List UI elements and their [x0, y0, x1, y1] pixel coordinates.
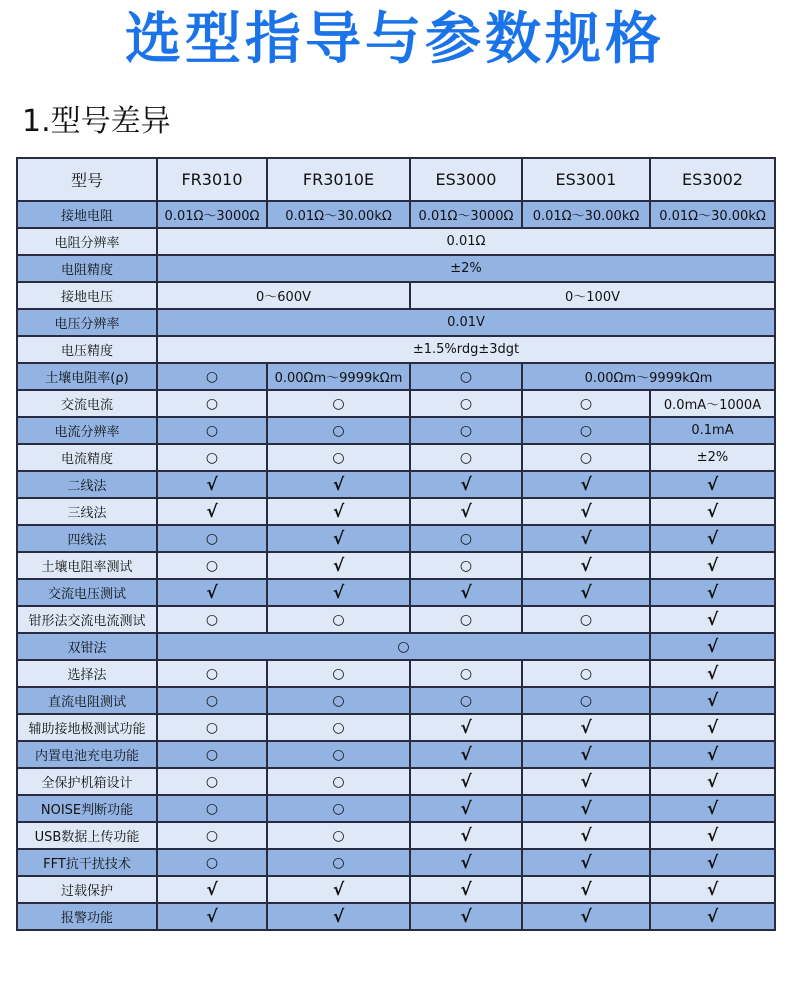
- table-row: [17, 579, 775, 606]
- table-cell: √: [157, 498, 267, 525]
- table-cell: ○: [522, 444, 650, 471]
- table-cell: ○: [410, 687, 522, 714]
- table-row: [17, 795, 775, 822]
- table-cell: √: [157, 579, 267, 606]
- table-cell: √: [650, 876, 775, 903]
- table-cell: 0.00Ωm～9999kΩm: [522, 363, 775, 390]
- table-cell: ○: [522, 660, 650, 687]
- table-cell: ○: [157, 687, 267, 714]
- table-cell: 0.1mA: [650, 417, 775, 444]
- row-label: 过载保护: [17, 876, 157, 903]
- table-row: [17, 255, 775, 282]
- table-cell: √: [650, 822, 775, 849]
- table-cell: √: [522, 471, 650, 498]
- table-cell: ○: [157, 849, 267, 876]
- table-cell: ○: [522, 687, 650, 714]
- table-cell: ○: [267, 390, 410, 417]
- table-cell: ○: [157, 417, 267, 444]
- table-cell: √: [650, 471, 775, 498]
- row-label: 接地电阻: [17, 201, 157, 228]
- table-cell: √: [522, 903, 650, 930]
- row-label: USB数据上传功能: [17, 822, 157, 849]
- table-cell: ○: [267, 660, 410, 687]
- table-row: [17, 201, 775, 228]
- table-cell: ○: [410, 606, 522, 633]
- table-cell: ○: [157, 552, 267, 579]
- table-cell: √: [522, 768, 650, 795]
- row-label: 内置电池充电功能: [17, 741, 157, 768]
- row-label: 直流电阻测试: [17, 687, 157, 714]
- row-label: FFT抗干扰技术: [17, 849, 157, 876]
- table-cell: √: [410, 471, 522, 498]
- table-cell: √: [157, 471, 267, 498]
- row-label: 报警功能: [17, 903, 157, 930]
- table-row: [17, 633, 775, 660]
- row-label: 三线法: [17, 498, 157, 525]
- table-cell: √: [522, 849, 650, 876]
- table-cell: √: [650, 768, 775, 795]
- table-row: [17, 228, 775, 255]
- table-cell: ○: [157, 741, 267, 768]
- table-cell: √: [522, 741, 650, 768]
- table-cell: 0.01Ω: [157, 228, 775, 255]
- row-label: 土壤电阻率(ρ): [17, 363, 157, 390]
- table-cell: 0.0mA～1000A: [650, 390, 775, 417]
- table-row: [17, 417, 775, 444]
- row-label: 四线法: [17, 525, 157, 552]
- table-cell: √: [267, 552, 410, 579]
- table-row: [17, 687, 775, 714]
- row-label: 电阻分辨率: [17, 228, 157, 255]
- table-cell: √: [410, 498, 522, 525]
- header-cell-es3001: ES3001: [522, 158, 650, 201]
- table-cell: 0.01Ω～30.00kΩ: [522, 201, 650, 228]
- table-cell: ○: [410, 444, 522, 471]
- table-cell: ○: [267, 795, 410, 822]
- table-cell: √: [267, 579, 410, 606]
- table-row: [17, 768, 775, 795]
- table-cell: √: [650, 660, 775, 687]
- row-label: 电流精度: [17, 444, 157, 471]
- table-cell: √: [410, 768, 522, 795]
- table-row: [17, 363, 775, 390]
- table-cell: ±2%: [650, 444, 775, 471]
- row-label: 交流电流: [17, 390, 157, 417]
- table-cell: √: [650, 714, 775, 741]
- table-cell: ○: [267, 417, 410, 444]
- table-cell: ○: [410, 552, 522, 579]
- table-cell: ○: [157, 822, 267, 849]
- table-cell: √: [650, 741, 775, 768]
- table-cell: ○: [410, 417, 522, 444]
- table-cell: ±1.5%rdg±3dgt: [157, 336, 775, 363]
- table-cell: √: [522, 876, 650, 903]
- table-cell: √: [410, 876, 522, 903]
- table-cell: √: [410, 903, 522, 930]
- table-row: [17, 714, 775, 741]
- page-title: 选型指导与参数规格: [125, 7, 665, 72]
- table-cell: √: [267, 876, 410, 903]
- table-cell: √: [410, 579, 522, 606]
- table-cell: √: [410, 741, 522, 768]
- table-cell: √: [650, 849, 775, 876]
- table-row: [17, 525, 775, 552]
- table-row: [17, 471, 775, 498]
- table-cell: √: [157, 903, 267, 930]
- row-label: 选择法: [17, 660, 157, 687]
- table-cell: ○: [267, 741, 410, 768]
- table-cell: ○: [267, 768, 410, 795]
- table-cell: √: [410, 849, 522, 876]
- table-cell: ○: [267, 444, 410, 471]
- table-cell: √: [522, 579, 650, 606]
- table-row: [17, 336, 775, 363]
- table-row: [17, 903, 775, 930]
- table-row: [17, 849, 775, 876]
- table-cell: 0.01Ω～3000Ω: [157, 201, 267, 228]
- table-row: [17, 552, 775, 579]
- table-cell: √: [410, 714, 522, 741]
- row-label: 电阻精度: [17, 255, 157, 282]
- table-row: [17, 390, 775, 417]
- table-header-row: [17, 158, 775, 201]
- row-label: 电压分辨率: [17, 309, 157, 336]
- section-title: 1.型号差异: [22, 104, 171, 139]
- table-cell: √: [267, 471, 410, 498]
- table-cell: √: [522, 498, 650, 525]
- table-cell: ○: [410, 660, 522, 687]
- table-cell: ○: [267, 687, 410, 714]
- table-cell: √: [650, 795, 775, 822]
- header-cell-es3002: ES3002: [650, 158, 775, 201]
- table-cell: √: [522, 552, 650, 579]
- table-cell: √: [267, 903, 410, 930]
- row-label: 辅助接地极测试功能: [17, 714, 157, 741]
- table-cell: 0.00Ωm～9999kΩm: [267, 363, 410, 390]
- table-cell: ○: [410, 363, 522, 390]
- table-row: [17, 741, 775, 768]
- model-comparison-table: [16, 157, 776, 931]
- table-cell: ○: [157, 714, 267, 741]
- row-label: 土壤电阻率测试: [17, 552, 157, 579]
- table-cell: 0～100V: [410, 282, 775, 309]
- table-row: [17, 822, 775, 849]
- table-row: [17, 444, 775, 471]
- table-cell: √: [650, 525, 775, 552]
- table-cell: 0.01Ω～30.00kΩ: [267, 201, 410, 228]
- table-cell: ○: [267, 714, 410, 741]
- table-cell: √: [157, 876, 267, 903]
- table-cell: √: [650, 552, 775, 579]
- table-cell: ○: [157, 525, 267, 552]
- row-label: NOISE判断功能: [17, 795, 157, 822]
- table-cell: √: [650, 903, 775, 930]
- row-label: 交流电压测试: [17, 579, 157, 606]
- table-cell: ○: [157, 768, 267, 795]
- table-cell: ○: [157, 390, 267, 417]
- table-cell: √: [650, 687, 775, 714]
- table-cell: √: [650, 498, 775, 525]
- table-cell: ○: [157, 660, 267, 687]
- table-cell: ○: [267, 606, 410, 633]
- header-cell-fr3010e: FR3010E: [267, 158, 410, 201]
- table-cell: √: [650, 606, 775, 633]
- table-cell: √: [650, 579, 775, 606]
- table-cell: ○: [522, 606, 650, 633]
- header-cell-es3000: ES3000: [410, 158, 522, 201]
- table-row: [17, 309, 775, 336]
- table-cell: √: [522, 795, 650, 822]
- table-cell: ○: [157, 795, 267, 822]
- table-cell: √: [522, 525, 650, 552]
- table-cell: 0.01Ω～3000Ω: [410, 201, 522, 228]
- table-cell: √: [522, 714, 650, 741]
- table-cell: 0.01Ω～30.00kΩ: [650, 201, 775, 228]
- table-cell: ○: [410, 390, 522, 417]
- row-label: 电压精度: [17, 336, 157, 363]
- header-cell-fr3010: FR3010: [157, 158, 267, 201]
- table-cell: ○: [157, 606, 267, 633]
- table-cell: √: [410, 795, 522, 822]
- header-cell-model: 型号: [17, 158, 157, 201]
- table-cell: ○: [522, 390, 650, 417]
- table-cell: √: [267, 498, 410, 525]
- table-cell: ○: [157, 444, 267, 471]
- table-cell: 0.01V: [157, 309, 775, 336]
- table-row: [17, 660, 775, 687]
- table-cell: ○: [267, 849, 410, 876]
- row-label: 二线法: [17, 471, 157, 498]
- row-label: 钳形法交流电流测试: [17, 606, 157, 633]
- table-cell: ○: [410, 525, 522, 552]
- row-label: 全保护机箱设计: [17, 768, 157, 795]
- table-cell: ○: [157, 363, 267, 390]
- table-cell: √: [522, 822, 650, 849]
- table-cell: ±2%: [157, 255, 775, 282]
- table-cell: √: [267, 525, 410, 552]
- table-cell: √: [650, 633, 775, 660]
- table-cell: ○: [157, 633, 650, 660]
- table-row: [17, 498, 775, 525]
- table-cell: ○: [267, 822, 410, 849]
- row-label: 电流分辨率: [17, 417, 157, 444]
- row-label: 接地电压: [17, 282, 157, 309]
- table-row: [17, 606, 775, 633]
- table-row: [17, 876, 775, 903]
- table-cell: ○: [522, 417, 650, 444]
- table-cell: √: [410, 822, 522, 849]
- table-row: [17, 282, 775, 309]
- row-label: 双钳法: [17, 633, 157, 660]
- table-cell: 0～600V: [157, 282, 410, 309]
